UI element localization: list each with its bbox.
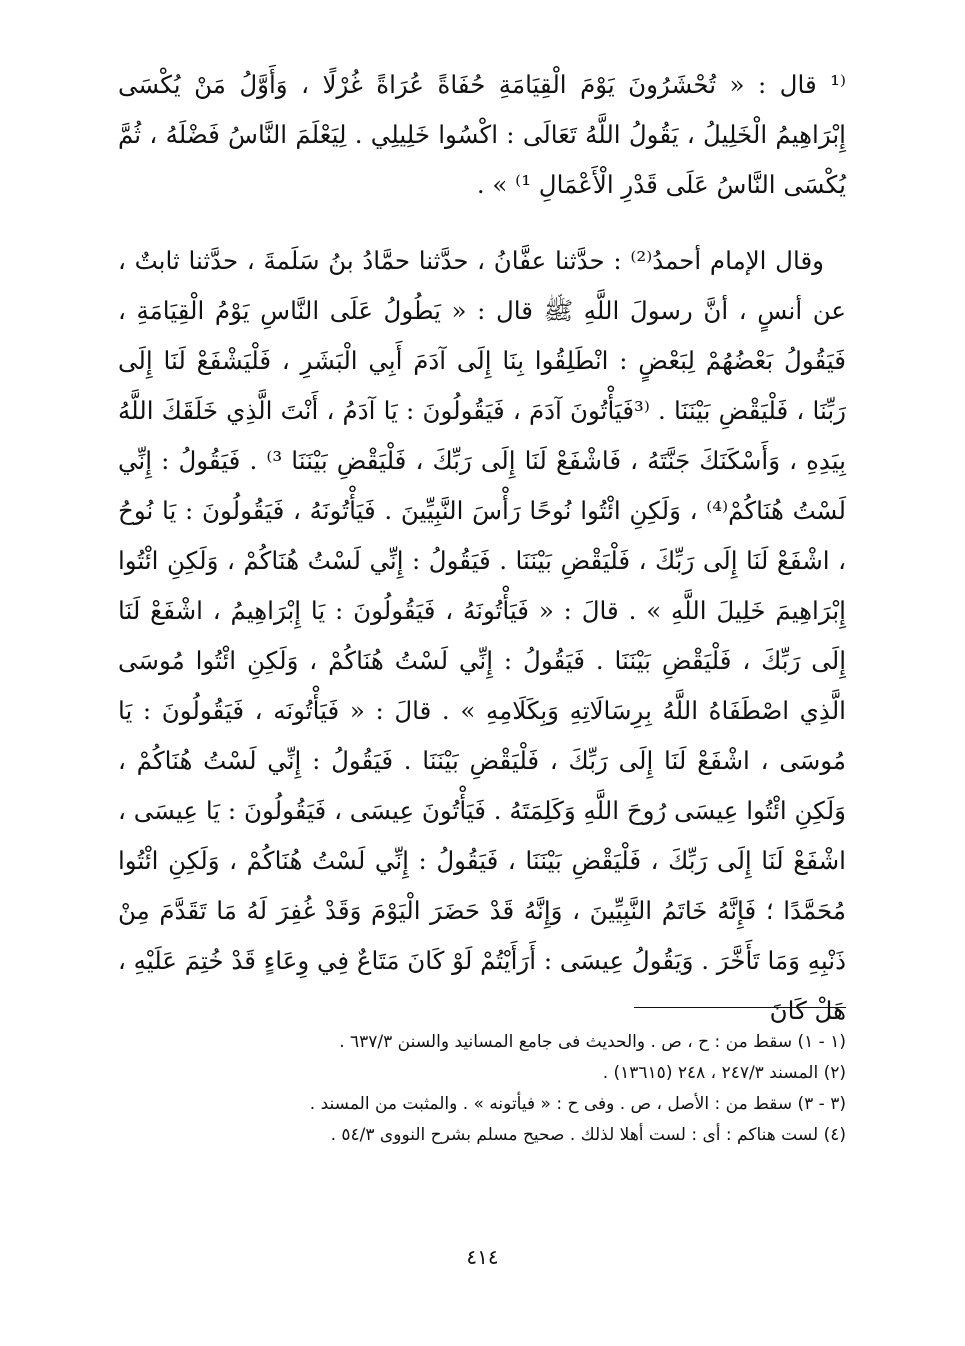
- footnotes-block: [118, 1027, 846, 1151]
- paragraph-hadith-2: وقال الإمام أحمدُ⁽²⁾ : حدَّثنا عفَّانُ ، حدَّثنا حمَّادُ بنُ سَلَمةَ ، حدَّثنا ثابتٌ ، عن أنسٍ ، أنَّ رسولَ اللَّهِ ﷺ قال : « يَطُولُ عَلَى النَّاسِ يَوْمُ الْقِيَامَةِ ، فَيَقُولُ بَعْضُهُمْ لِبَعْضٍ : انْطَلِقُوا بِنَا إِلَى آدَمَ أَبِي الْبَشَرِ ، فَلْيَشْفَعْ لَنَا إِلَى رَبِّنَا ، فَلْيَقْضِ بَيْنَنَا . ⁽³فَيَأْتُونَ آدَمَ ، فَيَقُولُونَ : يَا آدَمُ ، أَنْتَ الَّذِي خَلَقَكَ اللَّهُ بِيَدِهِ ، وَأَسْكَنَكَ جَنَّتَهُ ، فَاشْفَعْ لَنَا إِلَى رَبِّكَ ، فَلْيَقْضِ بَيْنَنَا ³⁾ . فَيَقُولُ : إِنِّي لَسْتُ هُنَاكُمْ⁽⁴⁾ ، وَلَكِنِ ائْتُوا نُوحًا رَأْسَ النَّبِيِّينَ . فَيَأْتُونَهُ ، فَيَقُولُونَ : يَا نُوحُ ، اشْفَعْ لَنَا إِلَى رَبِّكَ ، فَلْيَقْضِ بَيْنَنَا . فَيَقُولُ : إِنِّي لَسْتُ هُنَاكُمْ ، وَلَكِنِ ائْتُوا إِبْرَاهِيمَ خَلِيلَ اللَّهِ » . قالَ : « فَيَأْتُونَهُ ، فَيَقُولُونَ : يَا إِبْرَاهِيمُ ، اشْفَعْ لَنَا إِلَى رَبِّكَ ، فَلْيَقْضِ بَيْنَنَا . فَيَقُولُ : إِنِّي لَسْتُ هُنَاكُمْ ، وَلَكِنِ ائْتُوا مُوسَى الَّذِي اصْطَفَاهُ اللَّهُ بِرِسَالَاتِهِ وَبِكَلَامِهِ » . قالَ : « فَيَأْتُونَه ، فَيَقُولُونَ : يَا مُوسَى ، اشْفَعْ لَنَا إِلَى رَبِّكَ ، فَلْيَقْضِ بَيْنَنَا . فَيَقُولُ : إِنِّي لَسْتُ هُنَاكُمْ ، وَلَكِنِ ائْتُوا عِيسَى رُوحَ اللَّهِ وَكَلِمَتَهُ . فَيَأْتُونَ عِيسَى ، فَيَقُولُونَ : يَا عِيسَى ، اشْفَعْ لَنَا إِلَى رَبِّكَ ، فَلْيَقْضِ بَيْنَنَا ، فَيَقُولُ : إِنِّي لَسْتُ هُنَاكُمْ ، وَلَكِنِ ائْتُوا مُحَمَّدًا ؛ فَإِنَّهُ خَاتَمُ النَّبِيِّينَ ، وَإِنَّهُ قَدْ حَضَرَ الْيَوْمَ وَقَدْ غُفِرَ لَهُ مَا تَقَدَّمَ مِنْ ذَنْبِهِ وَمَا تَأَخَّرَ . وَيَقُولُ عِيسَى : أَرَأَيْتُمْ لَوْ كَانَ مَتَاعٌ فِي وِعَاءٍ قَدْ خُتِمَ عَلَيْهِ ، هَلْ كَانَ: [117, 246, 847, 1025]
- footnote-2: (٢) المسند ٢٤٧/٣ ، ٢٤٨ (١٣٦١٥) .: [602, 1063, 846, 1083]
- footnote-divider: [634, 1007, 846, 1008]
- main-text-block: [118, 60, 846, 1036]
- footnote-3: (٣ - ٣) سقط من : الأصل ، ص . وفى ح : « فيأتونه » . والمثبت من المسند .: [309, 1094, 846, 1114]
- footnote-4: (٤) لست هناكم : أى : لست أهلا لذلك . صحيح مسلم بشرح النووى ٥٤/٣ .: [330, 1125, 846, 1145]
- paragraph-hadith-1: ⁽¹ قال : « تُحْشَرُونَ يَوْمَ الْقِيَامَةِ حُفَاةً عُرَاةً غُرْلًا ، وَأَوَّلُ مَنْ يُكْسَى إِبْرَاهِيمُ الْخَلِيلُ ، يَقُولُ اللَّهُ تَعَالَى : اكْسُوا خَلِيلِي . لِيَعْلَمَ النَّاسُ فَضْلَهُ ، ثُمَّ يُكْسَى النَّاسُ عَلَى قَدْرِ الْأَعْمَالِ ¹⁾ » .: [118, 70, 846, 199]
- page-number: ٤١٤: [466, 1245, 499, 1269]
- footnote-1: (١ - ١) سقط من : ح ، ص . والحديث فى جامع المسانيد والسنن ٦٣٧/٣ .: [339, 1032, 846, 1052]
